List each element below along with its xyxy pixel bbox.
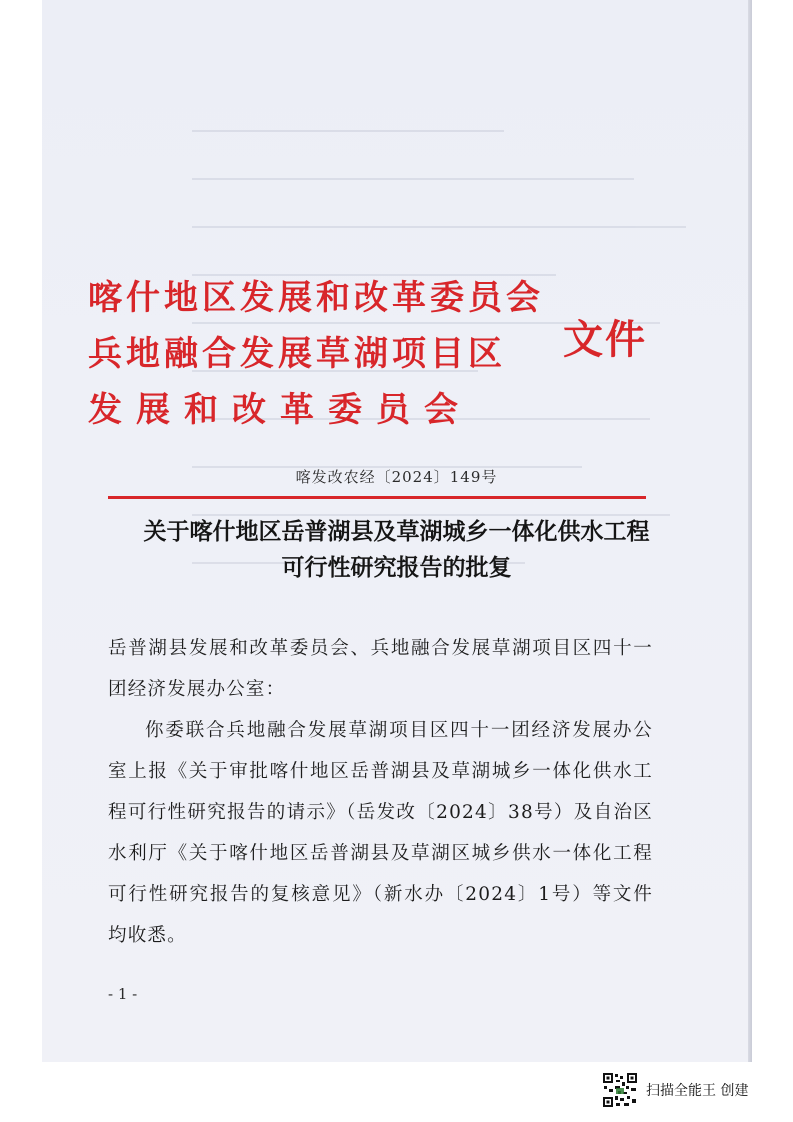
document-suffix: 文件	[563, 316, 647, 363]
addressee: 岳普湖县发展和改革委员会、兵地融合发展草湖项目区四十一团经济发展办公室：	[108, 638, 653, 700]
document-body	[108, 628, 653, 956]
scanner-credit: 扫描全能王 创建	[646, 1083, 749, 1099]
issuer-header	[88, 270, 648, 438]
document-title	[0, 514, 793, 586]
document-number: 喀发改农经〔2024〕149号	[295, 468, 498, 486]
issuer-line-1: 喀什地区发展和改革委员会	[88, 278, 544, 318]
body-paragraph: 你委联合兵地融合发展草湖项目区四十一团经济发展办公室上报《关于审批喀什地区岳普湖县及草湖城乡一体化供水工程可行性研究报告的请示》（岳发改〔2024〕38号）及自治区水利厅《关于喀什地区岳普湖县及草湖区城乡供水一体化工程可行性研究报告的复核意见》（新水办〔2024〕1号）等文件均收悉。	[108, 720, 653, 946]
title-line-2: 可行性研究报告的批复	[281, 554, 512, 581]
red-divider	[108, 496, 646, 499]
page-number: - 1 -	[108, 985, 138, 1003]
issuer-line-3: 发展和改革委员会	[88, 390, 472, 430]
issuer-line-2: 兵地融合发展草湖项目区	[88, 334, 506, 374]
qr-code-icon	[602, 1072, 638, 1108]
title-line-1: 关于喀什地区岳普湖县及草湖城乡一体化供水工程	[143, 518, 650, 545]
scanner-watermark	[602, 1070, 748, 1110]
